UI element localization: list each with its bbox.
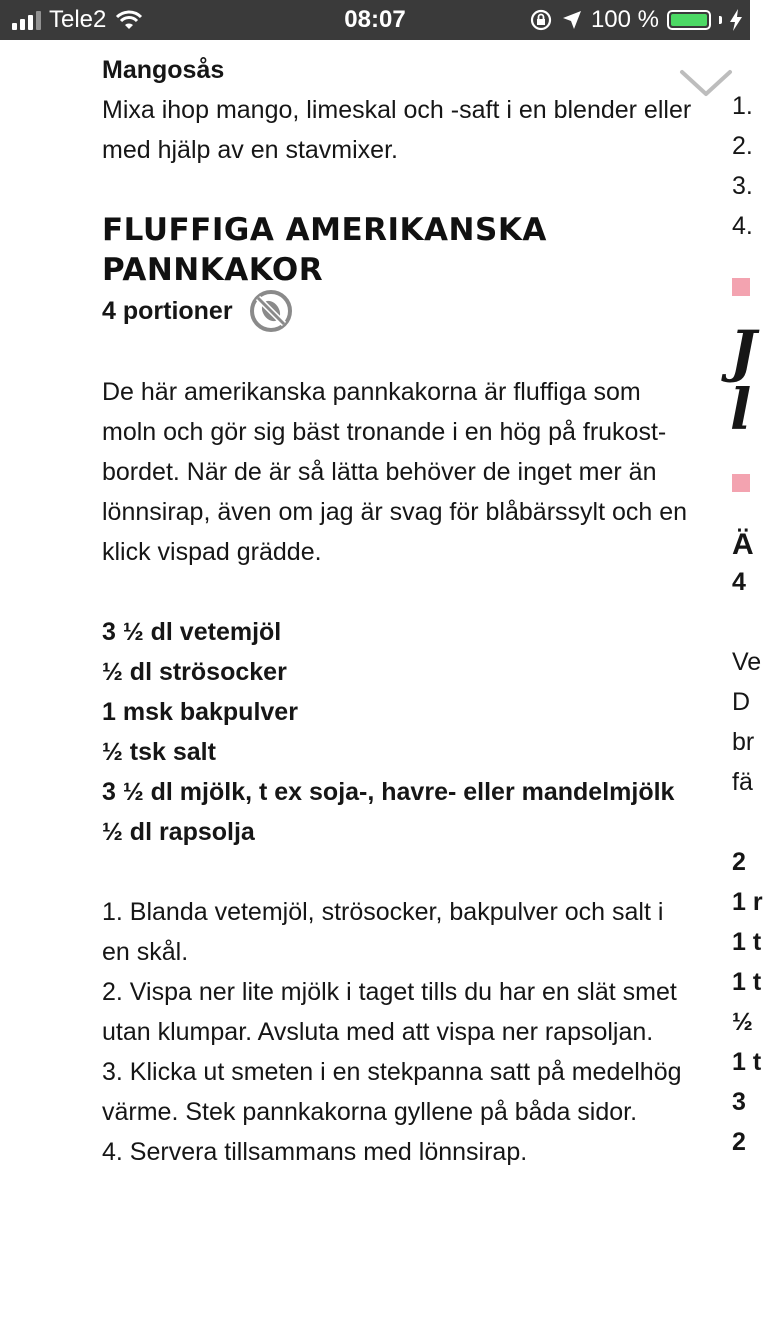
peek-ingredient-fragment: 1 t xyxy=(732,1048,762,1076)
battery-icon xyxy=(667,10,711,30)
step-item: 4. Servera tillsammans med lönnsirap. xyxy=(102,1138,528,1166)
ingredient-item: ½ dl rapsolja xyxy=(102,818,255,846)
peek-ingredient-fragment: 1 t xyxy=(732,968,762,996)
article-content xyxy=(102,50,692,1172)
portions-label: 4 portioner xyxy=(102,297,233,325)
peek-text-fragment: br xyxy=(732,728,755,756)
recipe-intro: De här amerikanska pannkakorna är fluffiga som moln och gör sig bäst tronande i en hög på frukost-bordet. När de är så lätta behöver de inget mer än lönnsirap, även om jag är svag för blåbärssylt och en klick vispad grädde. xyxy=(102,378,688,566)
status-bar xyxy=(0,0,750,40)
battery-tip xyxy=(719,16,722,24)
peek-text-fragment: fä xyxy=(732,768,753,796)
peek-ingredient-fragment: 2 xyxy=(732,848,746,876)
peek-list-number: 3. xyxy=(732,172,753,200)
peek-ingredient-fragment: 1 t xyxy=(732,928,762,956)
peek-accent-bar xyxy=(732,278,750,296)
ingredient-item: 3 ½ dl mjölk, t ex soja-, havre- eller mandelmjölk xyxy=(102,778,675,806)
peek-text-fragment: D xyxy=(732,688,751,716)
chevron-down-icon[interactable] xyxy=(676,64,736,104)
ingredient-item: 1 msk bakpulver xyxy=(102,698,298,726)
steps-list xyxy=(102,892,692,1172)
step-item: 2. Vispa ner lite mjölk i taget tills du har en slät smet utan klumpar. Avsluta med att vispa ner rapsoljan. xyxy=(102,978,677,1046)
next-page-peek[interactable] xyxy=(730,40,763,1334)
peek-ingredient-fragment: 1 r xyxy=(732,888,763,916)
clock: 08:07 xyxy=(344,6,406,33)
peek-list-number: 1. xyxy=(732,92,753,120)
peek-ingredient-fragment: 3 xyxy=(732,1088,746,1116)
ingredients-list xyxy=(102,612,692,852)
ingredient-item: ½ tsk salt xyxy=(102,738,216,766)
peek-accent-bar xyxy=(732,474,750,492)
portions-row xyxy=(102,290,692,332)
rotation-lock-icon xyxy=(529,8,553,32)
step-item: 3. Klicka ut smeten i en stekpanna satt på medelhög värme. Stek pannkakorna gyllene på båda sidor. xyxy=(102,1058,682,1126)
peek-list-number: 4. xyxy=(732,212,753,240)
sauce-title: Mangosås xyxy=(102,56,225,84)
battery-percent: 100 % xyxy=(590,6,659,33)
carrier-name: Tele2 xyxy=(49,6,107,33)
step-item: 1. Blanda vetemjöl, strösocker, bakpulver och salt i en skål. xyxy=(102,898,664,966)
peek-ingredient-fragment: ½ xyxy=(732,1008,753,1036)
recipe-title: FLUFFIGA AMERIKANSKA PANNKAKOR xyxy=(102,212,547,288)
peek-ingredient-fragment: 2 xyxy=(732,1128,746,1156)
peek-text-fragment: Ve xyxy=(732,648,762,676)
no-nuts-icon xyxy=(249,289,293,333)
peek-script-letter: l xyxy=(730,377,752,443)
status-right xyxy=(529,6,742,34)
charging-bolt-icon xyxy=(730,9,742,31)
peek-sub-number: 4 xyxy=(732,568,746,596)
location-arrow-icon xyxy=(561,9,583,31)
sauce-text: Mixa ihop mango, limeskal och -saft i en blender eller med hjälp av en stavmixer. xyxy=(102,96,692,164)
peek-list-number: 2. xyxy=(732,132,753,160)
ingredient-item: 3 ½ dl vetemjöl xyxy=(102,618,282,646)
peek-script-letter: J xyxy=(730,319,757,385)
ingredient-item: ½ dl strösocker xyxy=(102,658,287,686)
peek-heading-letter: Ä xyxy=(732,528,754,561)
